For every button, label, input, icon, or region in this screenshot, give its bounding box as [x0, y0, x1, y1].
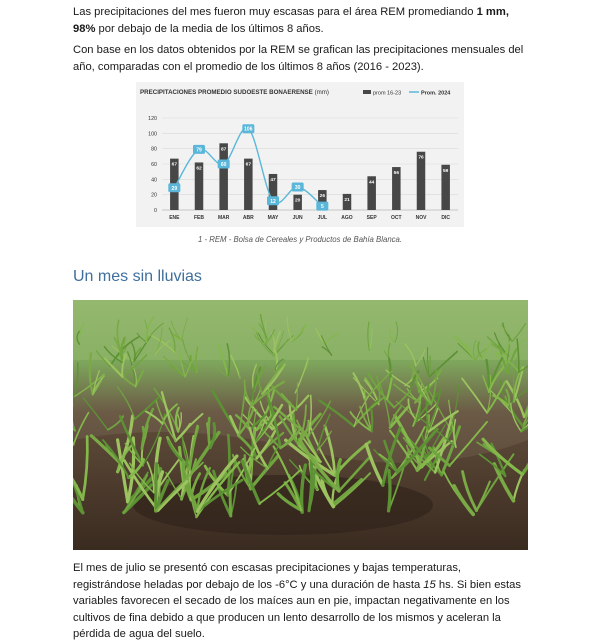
x-tick-label-mar: MAR: [218, 215, 230, 221]
line-label-jul: 5: [321, 204, 324, 210]
bar-label-jun: 20: [295, 198, 301, 204]
intro-paragraph: [73, 4, 528, 37]
x-tick-label-feb: FEB: [194, 215, 204, 221]
y-tick-label-100: 100: [148, 131, 157, 137]
x-tick-label-jul: JUL: [318, 215, 327, 221]
legend-label-bars: prom 16-23: [373, 91, 401, 97]
chart-grid: [162, 118, 458, 210]
bar-label-dic: 59: [443, 168, 449, 174]
legend-label-line: Prom. 2024: [421, 91, 451, 97]
x-tick-label-sep: SEP: [367, 215, 378, 221]
x-axis: [169, 215, 450, 221]
bar-series: [170, 143, 450, 210]
y-tick-label-60: 60: [151, 162, 157, 168]
bar-label-mar: 87: [221, 146, 227, 152]
legend-swatch-bars: [363, 90, 371, 94]
wheat-sprout-blade: [371, 409, 372, 432]
wheat-sprout-blade: [156, 464, 157, 511]
bar-mar: [219, 143, 228, 210]
line-label-abr: 106: [244, 127, 253, 133]
closing-text: El mes de julio se presentó con escasas precipitaciones y bajas temperaturas, registrándose heladas por debajo de los -6°C y una duración de hasta: [73, 562, 461, 591]
wheat-field-photo: [73, 300, 528, 550]
y-tick-label-20: 20: [151, 193, 157, 199]
x-tick-label-abr: ABR: [243, 215, 254, 221]
bar-label-oct: 56: [394, 170, 400, 176]
wheat-sprout-blade: [209, 418, 210, 448]
y-tick-label-0: 0: [154, 208, 157, 214]
section-title: Un mes sin lluvias: [73, 268, 202, 286]
bar-label-abr: 67: [246, 162, 252, 168]
line-label-jun: 30: [295, 185, 301, 191]
intro-bold-value: 1 mm, 98%: [73, 6, 509, 35]
line-label-may: 12: [270, 199, 276, 205]
chart-intro-paragraph: Con base en los datos obtenidos por la REM se grafican las precipitaciones mensuales del año, comparadas con el promedio de los últimos 8 años (2016 - 2023).: [73, 42, 528, 75]
x-tick-label-may: MAY: [268, 215, 279, 221]
x-tick-label-jun: JUN: [293, 215, 303, 221]
line-label-mar: 60: [221, 162, 227, 168]
bar-label-nov: 76: [418, 155, 424, 161]
wheat-field-illustration: [73, 300, 528, 550]
bar-label-ene: 67: [172, 162, 178, 168]
chart-caption: 1 - REM - Bolsa de Cereales y Productos de Bahía Blanca.: [0, 235, 600, 244]
frost-hours-value: 15: [423, 579, 435, 591]
line-label-ene: 29: [172, 186, 178, 192]
chart-title: PRECIPITACIONES PROMEDIO SUDOESTE BONAERENSE (mm): [140, 89, 329, 96]
precipitation-chart: [136, 82, 464, 227]
bar-label-sep: 44: [369, 179, 375, 185]
bar-label-jul: 26: [320, 193, 326, 199]
x-tick-label-ago: AGO: [341, 215, 353, 221]
bar-label-may: 47: [270, 177, 276, 183]
chart-canvas: [136, 82, 464, 227]
line-label-feb: 79: [196, 147, 202, 153]
x-tick-label-nov: NOV: [416, 215, 428, 221]
closing-paragraph: [73, 560, 528, 643]
y-tick-label-80: 80: [151, 147, 157, 153]
x-tick-label-dic: DIC: [441, 215, 450, 221]
wheat-sprout-blade: [230, 489, 231, 516]
y-tick-label-40: 40: [151, 177, 157, 183]
bar-label-feb: 62: [196, 165, 202, 171]
x-tick-label-ene: ENE: [169, 215, 180, 221]
x-tick-label-oct: OCT: [391, 215, 402, 221]
intro-text-end: por debajo de la media de los últimos 8 años.: [95, 23, 323, 35]
intro-text: Las precipitaciones del mes fueron muy escasas para el área REM promediando: [73, 6, 477, 18]
y-axis: [148, 116, 157, 214]
y-tick-label-120: 120: [148, 116, 157, 122]
wheat-sprout-blade: [389, 470, 390, 510]
closing-text-end: hs. Si bien estas variables favorecen el secado de los maíces aun en pie, impactan negativamente en los cultivos de fina debido a que producen un lento desarrollo de los mismos y aceleran la pérdida de agua del suelo.: [73, 579, 521, 641]
bar-label-ago: 21: [344, 197, 350, 203]
chart-legend: [363, 90, 451, 97]
